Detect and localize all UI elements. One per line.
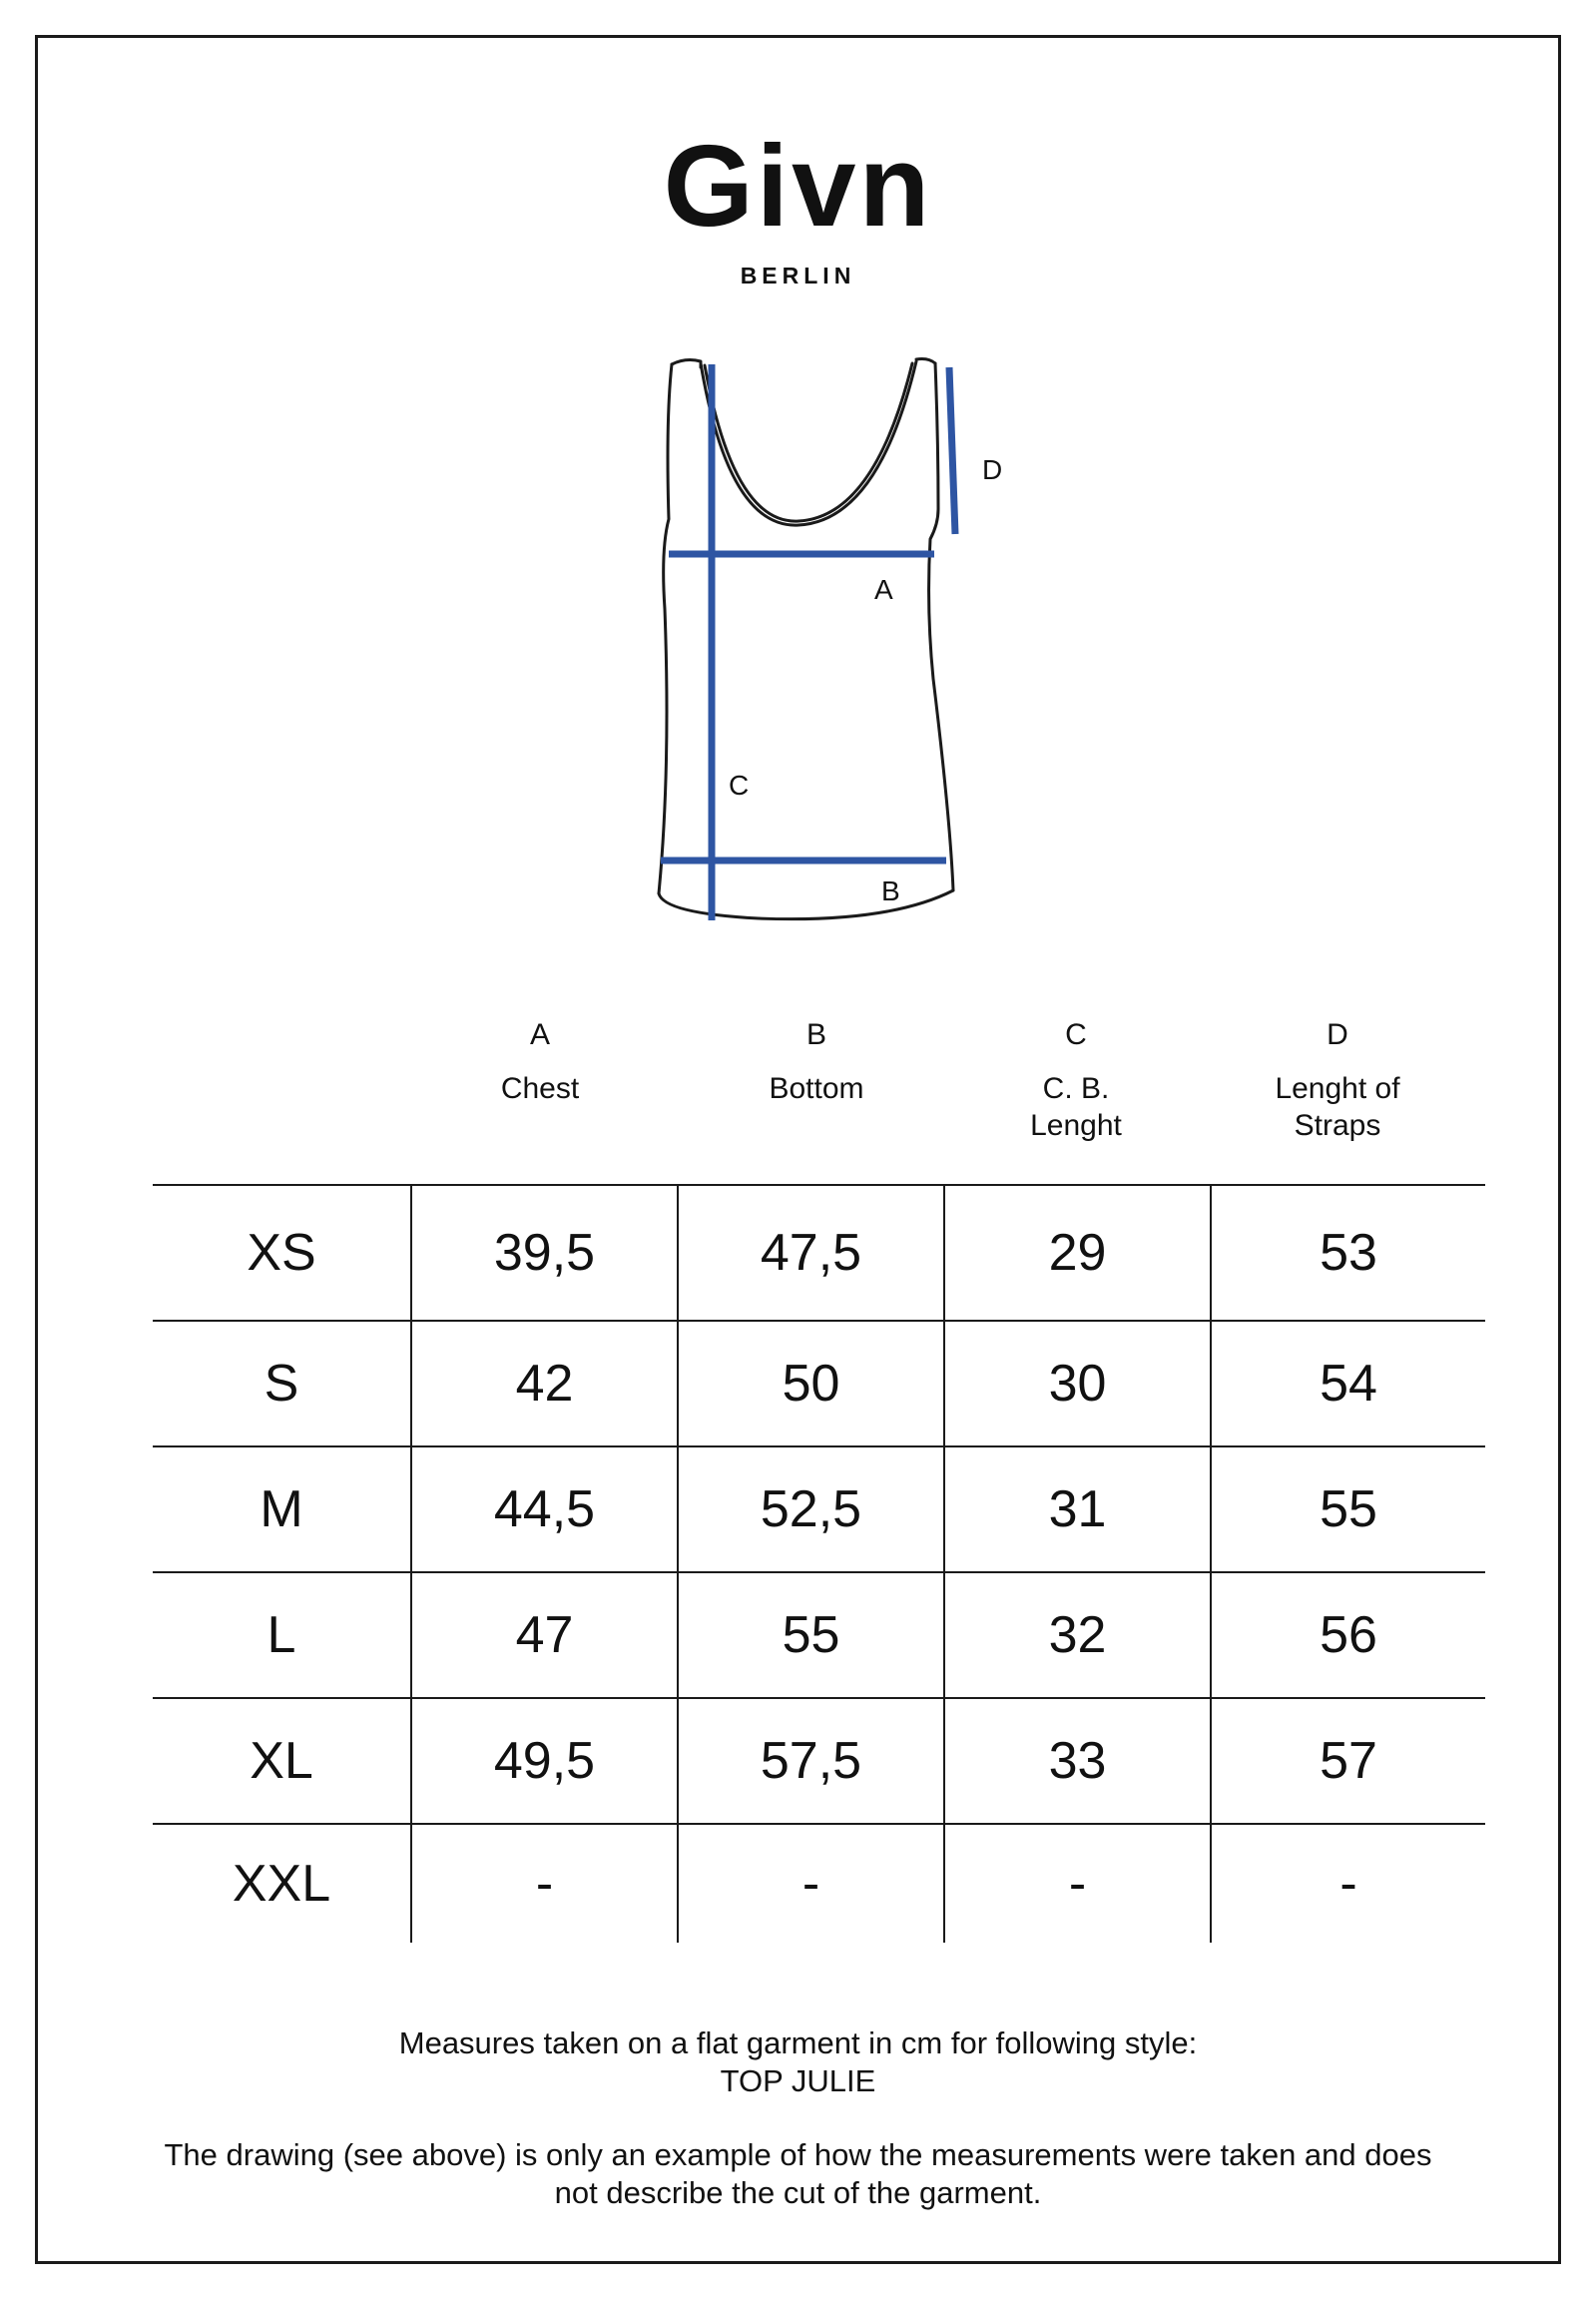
label-c: C xyxy=(729,770,750,801)
col-name-bottom: Bottom xyxy=(769,1072,864,1105)
value-cb-length: 30 xyxy=(943,1322,1210,1445)
label-b: B xyxy=(881,875,900,906)
col-name-chest: Chest xyxy=(500,1072,580,1105)
value-strap-length: 56 xyxy=(1210,1573,1485,1697)
table-row xyxy=(153,1320,1485,1445)
value-strap-length: - xyxy=(1210,1825,1485,1943)
col-name-cb-length: C. B. Lenght xyxy=(1030,1072,1122,1142)
label-a: A xyxy=(874,574,893,605)
value-cb-length: 33 xyxy=(943,1699,1210,1823)
value-cb-length: 31 xyxy=(943,1447,1210,1571)
value-bottom: 47,5 xyxy=(677,1186,943,1320)
value-chest: 47 xyxy=(410,1573,677,1697)
value-strap-length: 55 xyxy=(1210,1447,1485,1571)
table-row xyxy=(153,1571,1485,1697)
value-chest: - xyxy=(410,1825,677,1943)
value-chest: 49,5 xyxy=(410,1699,677,1823)
value-cb-length: 32 xyxy=(943,1573,1210,1697)
size-label: XL xyxy=(250,1732,313,1790)
value-strap-length: 54 xyxy=(1210,1322,1485,1445)
value-chest: 44,5 xyxy=(410,1447,677,1571)
disclaimer-line-1: The drawing (see above) is only an example of how the measurements were taken and does xyxy=(164,2137,1432,2172)
measures-note: Measures taken on a flat garment in cm for following style: xyxy=(398,2025,1198,2060)
brand-logo-city: BERLIN xyxy=(740,263,856,288)
value-chest: 39,5 xyxy=(410,1186,677,1320)
value-cb-length: - xyxy=(943,1825,1210,1943)
measure-line-d xyxy=(949,367,955,534)
value-bottom: 50 xyxy=(677,1322,943,1445)
size-label: L xyxy=(266,1606,296,1664)
value-bottom: 52,5 xyxy=(677,1447,943,1571)
col-letter-b: B xyxy=(805,1018,826,1051)
value-cb-length: 29 xyxy=(943,1186,1210,1320)
label-d: D xyxy=(982,454,1003,485)
table-row xyxy=(153,1184,1485,1320)
measurement-lines xyxy=(661,364,955,920)
value-strap-length: 53 xyxy=(1210,1186,1485,1320)
brand-logo-name: Givn xyxy=(663,121,933,251)
size-label: M xyxy=(260,1480,303,1538)
style-name: TOP JULIE xyxy=(720,2063,876,2098)
size-label: S xyxy=(264,1355,299,1413)
value-bottom: 57,5 xyxy=(677,1699,943,1823)
value-bottom: 55 xyxy=(677,1573,943,1697)
col-letter-d: D xyxy=(1327,1018,1348,1051)
table-row xyxy=(153,1445,1485,1571)
tank-top-outline xyxy=(659,359,953,919)
size-label: XS xyxy=(247,1224,316,1282)
table-row xyxy=(153,1697,1485,1823)
size-label: XXL xyxy=(232,1855,331,1913)
value-bottom: - xyxy=(677,1825,943,1943)
table-row xyxy=(153,1823,1485,1943)
col-letter-c: C xyxy=(1065,1018,1087,1051)
col-name-strap-length: Lenght of Straps xyxy=(1275,1072,1400,1142)
col-letter-a: A xyxy=(529,1018,550,1051)
disclaimer-line-2: not describe the cut of the garment. xyxy=(554,2175,1042,2210)
garment-measurement-diagram xyxy=(639,349,1018,938)
value-strap-length: 57 xyxy=(1210,1699,1485,1823)
size-table xyxy=(153,1184,1485,1943)
value-chest: 42 xyxy=(410,1322,677,1445)
